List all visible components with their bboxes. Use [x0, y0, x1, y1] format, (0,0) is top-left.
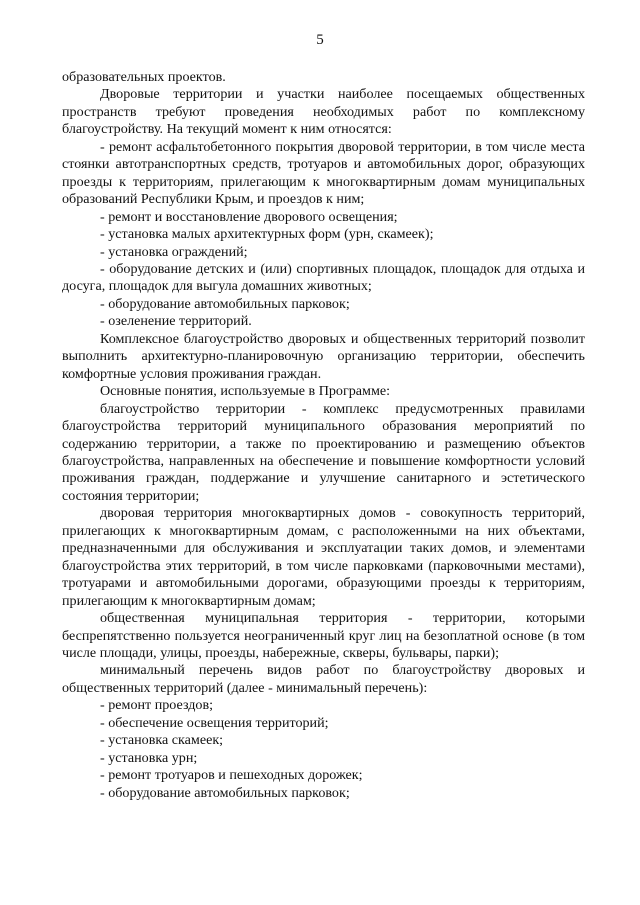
- definition-paragraph: общественная муниципальная территория - территории, которыми беспрепятственно пользуется неограниченный круг лиц на безоплатной основе (в том числе площади, улицы, проезды, набережные, скверы, бульвары, парки);: [62, 610, 585, 661]
- page-number: 5: [316, 32, 324, 48]
- list-item: - ремонт проездов;: [100, 697, 214, 714]
- document-body: [62, 69, 585, 802]
- paragraph: Основные понятия, используемые в Программе:: [100, 383, 391, 400]
- list-item: - обеспечение освещения территорий;: [100, 714, 329, 731]
- definition-paragraph: благоустройство территории - комплекс предусмотренных правилами благоустройства территорий муниципального образования мероприятий по содержанию территории, а также по проектированию и размещению объектов благоустройства, направленных на обеспечение и повышение комфортности условий проживания граждан, поддержание и улучшение санитарного и эстетического состояния территории;: [62, 400, 585, 504]
- list-item: - установка скамеек;: [100, 732, 224, 749]
- definition-paragraph: дворовая территория многоквартирных домов - совокупность территорий, прилегающих к многоквартирным домам, с расположенными на них объектами, предназначенными для обслуживания и эксплуатации таких домов, и элементами благоустройства этих территорий, в том числе парковками (парковочными местами), тротуарами и автомобильными дорогами, образующими проезды к территориям, прилегающим к многоквартирным домам;: [62, 505, 585, 609]
- paragraph: Комплексное благоустройство дворовых и общественных территорий позволит выполнить архитектурно-планировочную организацию территории, обеспечить комфортные условия проживания граждан.: [62, 330, 585, 382]
- list-item: - установка ограждений;: [100, 243, 248, 260]
- list-item: - оборудование детских и (или) спортивных площадок, площадок для отдыха и досуга, площадок для выгула домашних животных;: [62, 260, 585, 295]
- list-item: - озеленение территорий.: [100, 313, 252, 330]
- definition-paragraph: минимальный перечень видов работ по благоустройству дворовых и общественных территорий (далее - минимальный перечень):: [62, 662, 585, 696]
- paragraph-continuation: образовательных проектов.: [62, 69, 226, 85]
- list-item: - установка малых архитектурных форм (урн, скамеек);: [100, 226, 434, 243]
- list-item: - установка урн;: [100, 749, 198, 766]
- list-item: - ремонт и восстановление дворового освещения;: [100, 208, 398, 225]
- list-item: - ремонт тротуаров и пешеходных дорожек;: [100, 767, 363, 784]
- list-item: - оборудование автомобильных парковок;: [100, 295, 350, 312]
- list-item: - оборудование автомобильных парковок;: [100, 784, 350, 801]
- paragraph-intro: Дворовые территории и участки наиболее посещаемых общественных пространств требуют проведения необходимых работ по комплексному благоустройству. На текущий момент к ним относятся:: [62, 86, 585, 138]
- list-item: - ремонт асфальтобетонного покрытия дворовой территории, в том числе места стоянки автотранспортных средств, тротуаров и автомобильных дорог, образующих проезды к территориям, прилегающим к многоквартирным домам муниципальных образований Республики Крым, и проездов к ним;: [62, 138, 585, 208]
